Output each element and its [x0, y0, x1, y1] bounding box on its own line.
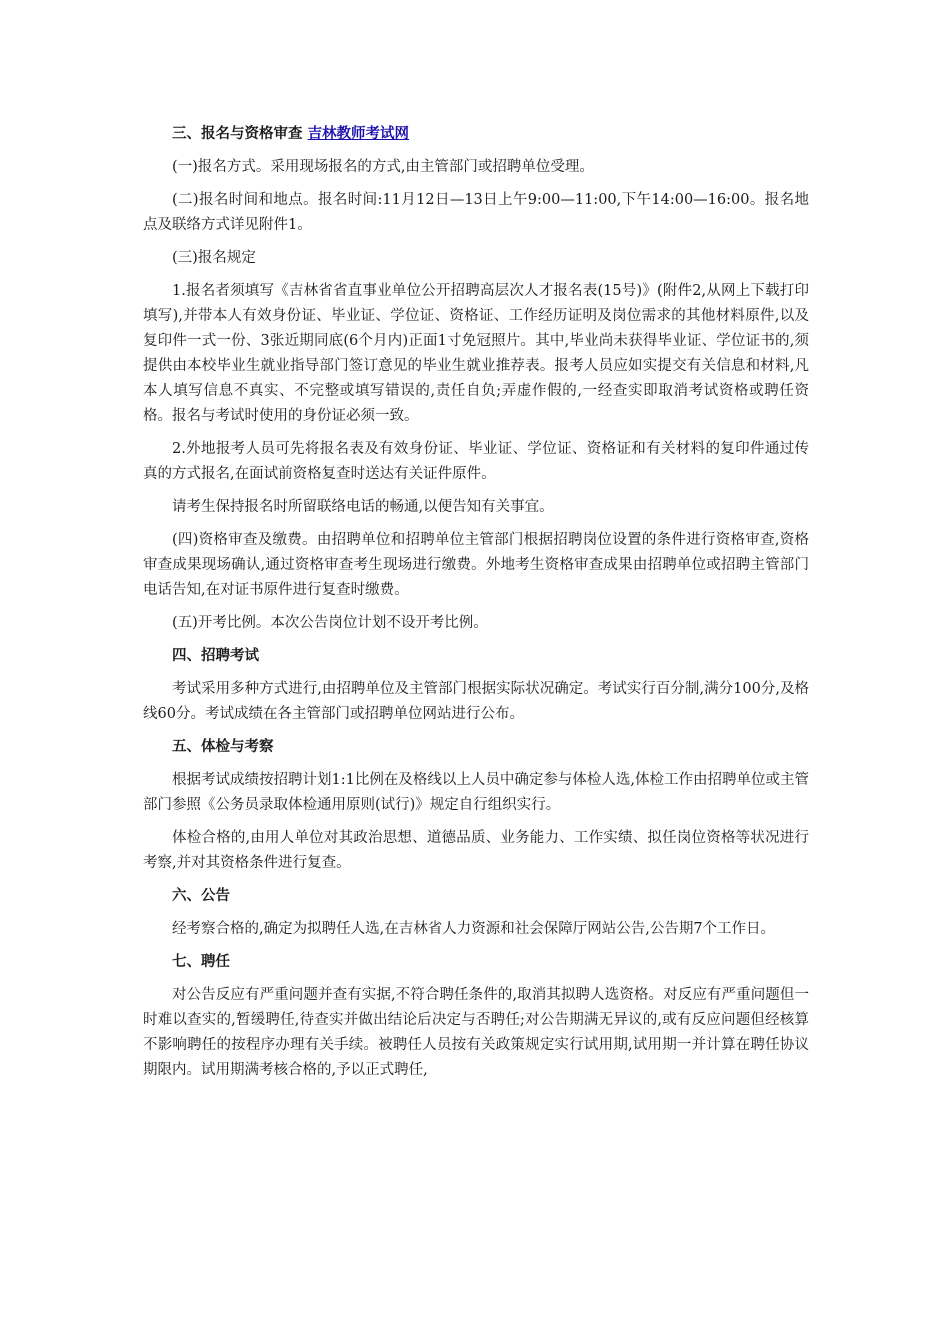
paragraph-exam: 考试采用多种方式进行,由招聘单位及主管部门根据实际状况确定。考试实行百分制,满分100分,及格线60分。考试成绩在各主管部门或招聘单位网站进行公布。 [143, 681, 809, 722]
section-heading-exam: 四、招聘考试 [172, 648, 259, 664]
paragraph-registration-method: (一)报名方式。采用现场报名的方式,由主管部门或招聘单位受理。 [172, 159, 594, 175]
paragraph-qualification-review: (四)资格审查及缴费。由招聘单位和招聘单位主管部门根据招聘岗位设置的条件进行资格审查,资格审查成果现场确认,通过资格审查考生现场进行缴费。外地考生资格审查成果由招聘单位或招聘主管部门电话告知,在对证书原件进行复查时缴费。 [143, 532, 809, 598]
section-heading-announcement: 六、公告 [172, 888, 230, 904]
heading-text: 三、报名与资格审查 [172, 126, 303, 142]
document-body [143, 122, 809, 1091]
paragraph-medical-2: 体检合格的,由用人单位对其政治思想、道德品质、业务能力、工作实绩、拟任岗位资格等状况进行考察,并对其资格条件进行复查。 [143, 830, 809, 871]
paragraph-rule-2: 2.外地报考人员可先将报名表及有效身份证、毕业证、学位证、资格证和有关材料的复印件通过传真的方式报名,在面试前资格复查时送达有关证件原件。 [143, 441, 809, 482]
paragraph-registration-time: (二)报名时间和地点。报名时间:11月12日—13日上午9:00—11:00,下午14:00—16:00。报名地点及联络方式详见附件1。 [143, 192, 809, 233]
section-heading-medical: 五、体检与考察 [172, 739, 274, 755]
paragraph-announcement: 经考察合格的,确定为拟聘任人选,在吉林省人力资源和社会保障厅网站公告,公告期7个工作日。 [172, 921, 776, 937]
paragraph-exam-ratio: (五)开考比例。本次公告岗位计划不设开考比例。 [172, 615, 488, 631]
paragraph-rule-1: 1.报名者须填写《吉林省省直事业单位公开招聘高层次人才报名表(15号)》(附件2,从网上下载打印填写),并带本人有效身份证、毕业证、学位证、资格证、工作经历证明及岗位需求的其他材料原件,以及复印件一式一份、3张近期同底(6个月内)正面1寸免冠照片。其中,毕业尚未获得毕业证、学位证书的,须提供由本校毕业生就业指导部门签订意见的毕业生就业推荐表。报考人员应如实提交有关信息和材料,凡本人填写信息不真实、不完整或填写错误的,责任自负;弄虚作假的,一经查实即取消考试资格或聘任资格。报名与考试时使用的身份证必须一致。 [143, 283, 809, 424]
paragraph-medical-1: 根据考试成绩按招聘计划1:1比例在及格线以上人员中确定参与体检人选,体检工作由招聘单位或主管部门参照《公务员录取体检通用原则(试行)》规定自行组织实行。 [143, 772, 809, 813]
section-heading-registration [143, 122, 809, 147]
jilin-teacher-exam-link[interactable]: 吉林教师考试网 [307, 126, 410, 142]
paragraph-registration-rules-title: (三)报名规定 [172, 250, 256, 266]
paragraph-appointment: 对公告反应有严重问题并查有实据,不符合聘任条件的,取消其拟聘人选资格。对反应有严重问题但一时难以查实的,暂缓聘任,待查实并做出结论后决定与否聘任;对公告期满无异议的,或有反应问题但经核算不影响聘任的按程序办理有关手续。被聘任人员按有关政策规定实行试用期,试用期一并计算在聘任协议期限内。试用期满考核合格的,予以正式聘任, [143, 987, 809, 1078]
paragraph-contact-note: 请考生保持报名时所留联络电话的畅通,以便告知有关事宜。 [172, 499, 554, 515]
section-heading-appointment: 七、聘任 [172, 954, 230, 970]
